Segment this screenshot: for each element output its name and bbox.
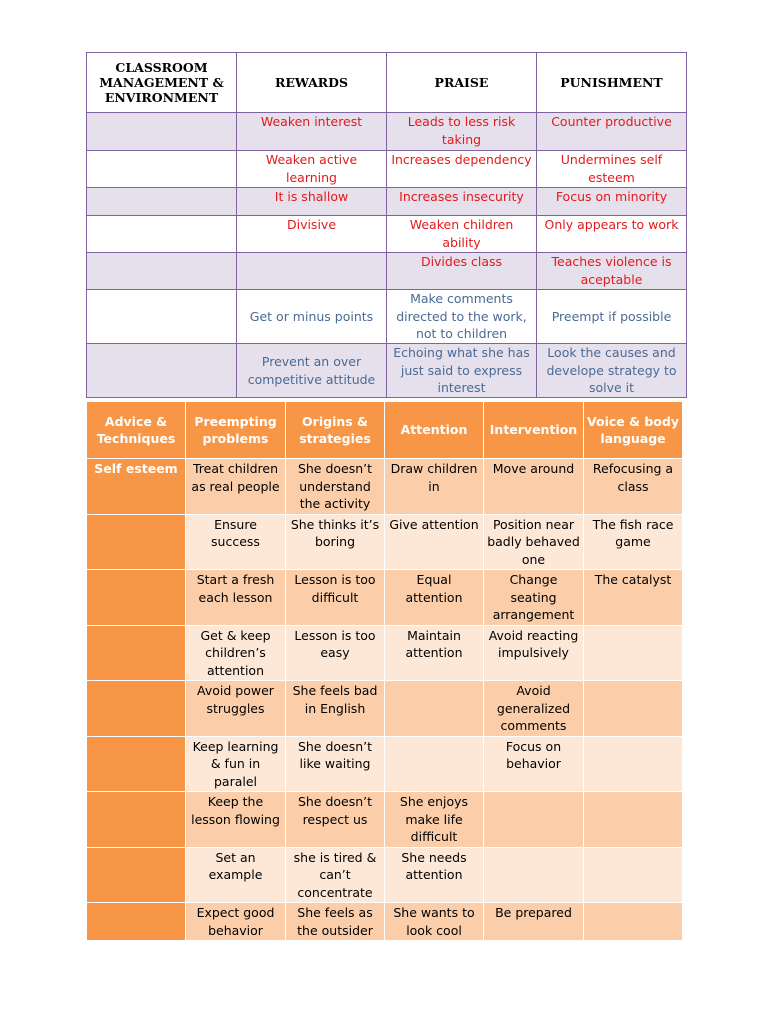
table-cell: Weaken children ability — [387, 216, 537, 253]
table-cell — [87, 681, 186, 737]
table-cell: Weaken interest — [237, 113, 387, 151]
header-punishment: PUNISHMENT — [537, 53, 687, 113]
table-cell — [584, 625, 683, 681]
table-cell — [87, 792, 186, 848]
table-row — [87, 514, 683, 570]
table-cell: Be prepared — [484, 903, 584, 941]
table-row — [87, 188, 687, 216]
table-cell: It is shallow — [237, 188, 387, 216]
table-cell — [87, 253, 237, 290]
table-row — [87, 625, 683, 681]
table-cell — [87, 290, 237, 344]
table-cell: Make comments directed to the work, not to children — [387, 290, 537, 344]
table-cell: She wants to look cool — [385, 903, 484, 941]
table-cell — [484, 847, 584, 903]
table-cell: Expect good behavior — [186, 903, 286, 941]
table-row — [87, 681, 683, 737]
techniques-header-row — [87, 402, 683, 459]
table-row — [87, 847, 683, 903]
table-cell: Avoid reacting impulsively — [484, 625, 584, 681]
header-origins-strategies: Origins & strategies — [286, 402, 385, 459]
table-row — [87, 570, 683, 626]
table-cell: Get or minus points — [237, 290, 387, 344]
table-cell — [584, 847, 683, 903]
table-cell: Give attention — [385, 514, 484, 570]
table-cell: Echoing what she has just said to express interest — [387, 344, 537, 398]
table-cell: She enjoys make life difficult — [385, 792, 484, 848]
comparison-table — [86, 52, 687, 398]
table-cell: Counter productive — [537, 113, 687, 151]
table-cell: Lesson is too easy — [286, 625, 385, 681]
table-row — [87, 903, 683, 941]
table-cell: She feels as the outsider — [286, 903, 385, 941]
table-row — [87, 736, 683, 792]
table-cell: Undermines self esteem — [537, 151, 687, 188]
table-cell — [584, 736, 683, 792]
table-cell: Avoid generalized comments — [484, 681, 584, 737]
table-cell — [87, 113, 237, 151]
table-cell — [87, 151, 237, 188]
table-cell: Avoid power struggles — [186, 681, 286, 737]
table-cell — [87, 514, 186, 570]
table-cell — [584, 792, 683, 848]
table-cell: Start a fresh each lesson — [186, 570, 286, 626]
table-cell: Ensure success — [186, 514, 286, 570]
table-cell: Preempt if possible — [537, 290, 687, 344]
table-cell — [584, 903, 683, 941]
table-cell: The catalyst — [584, 570, 683, 626]
table-cell: Move around — [484, 459, 584, 515]
table-cell — [87, 903, 186, 941]
table-cell: she is tired & can’t concentrate — [286, 847, 385, 903]
table-cell: The fish race game — [584, 514, 683, 570]
header-preempting-problems: Preempting problems — [186, 402, 286, 459]
table-cell — [87, 216, 237, 253]
table-cell: Focus on behavior — [484, 736, 584, 792]
table-cell — [87, 736, 186, 792]
header-rewards: REWARDS — [237, 53, 387, 113]
table-cell: She thinks it’s boring — [286, 514, 385, 570]
table-cell: Get & keep children’s attention — [186, 625, 286, 681]
table-row — [87, 216, 687, 253]
table-cell: Weaken active learning — [237, 151, 387, 188]
table-cell — [237, 253, 387, 290]
table-cell — [584, 681, 683, 737]
table-row — [87, 344, 687, 398]
table-row — [87, 459, 683, 515]
table-row — [87, 253, 687, 290]
comparison-header-row — [87, 53, 687, 113]
table-cell: Divisive — [237, 216, 387, 253]
table-cell: She feels bad in English — [286, 681, 385, 737]
table-cell: Treat children as real people — [186, 459, 286, 515]
table-cell: Keep the lesson flowing — [186, 792, 286, 848]
table-cell: Keep learning & fun in paralel — [186, 736, 286, 792]
table-cell: Teaches violence is aceptable — [537, 253, 687, 290]
header-praise: PRAISE — [387, 53, 537, 113]
table-cell — [87, 847, 186, 903]
table-cell: Only appears to work — [537, 216, 687, 253]
table-cell: Equal attention — [385, 570, 484, 626]
table-row — [87, 290, 687, 344]
table-cell: Set an example — [186, 847, 286, 903]
table-cell: Change seating arrangement — [484, 570, 584, 626]
header-voice-body-language: Voice & body language — [584, 402, 683, 459]
table-row — [87, 792, 683, 848]
table-cell — [385, 736, 484, 792]
table-cell: Increases dependency — [387, 151, 537, 188]
table-cell — [87, 625, 186, 681]
table-cell: Divides class — [387, 253, 537, 290]
table-cell: Look the causes and develope strategy to solve it — [537, 344, 687, 398]
table-cell: Self esteem — [87, 459, 186, 515]
table-cell — [87, 570, 186, 626]
table-cell: Lesson is too difficult — [286, 570, 385, 626]
table-cell — [87, 344, 237, 398]
header-advice-techniques: Advice & Techniques — [87, 402, 186, 459]
table-cell: Refocusing a class — [584, 459, 683, 515]
table-cell: Focus on minority — [537, 188, 687, 216]
header-classroom-management: CLASSROOM MANAGEMENT & ENVIRONMENT — [87, 53, 237, 113]
table-cell — [484, 792, 584, 848]
table-cell — [385, 681, 484, 737]
table-row — [87, 113, 687, 151]
techniques-table — [86, 401, 683, 941]
table-cell: She doesn’t respect us — [286, 792, 385, 848]
table-cell: Maintain attention — [385, 625, 484, 681]
table-cell: She doesn’t understand the activity — [286, 459, 385, 515]
table-cell: She doesn’t like waiting — [286, 736, 385, 792]
table-cell: She needs attention — [385, 847, 484, 903]
table-cell: Prevent an over competitive attitude — [237, 344, 387, 398]
table-cell: Position near badly behaved one — [484, 514, 584, 570]
table-cell — [87, 188, 237, 216]
header-intervention: Intervention — [484, 402, 584, 459]
table-cell: Leads to less risk taking — [387, 113, 537, 151]
header-attention: Attention — [385, 402, 484, 459]
table-cell: Increases insecurity — [387, 188, 537, 216]
table-row — [87, 151, 687, 188]
table-cell: Draw children in — [385, 459, 484, 515]
